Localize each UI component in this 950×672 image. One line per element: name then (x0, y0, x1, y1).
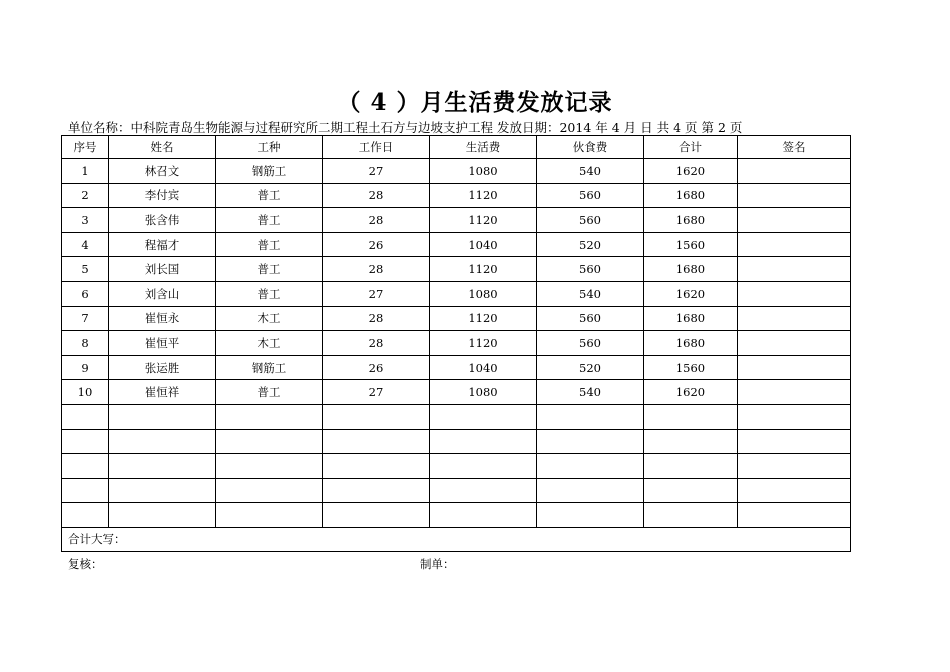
table-cell (109, 454, 216, 479)
table-cell: 560 (537, 208, 644, 233)
table-cell: 27 (323, 281, 430, 306)
table-cell: 28 (323, 306, 430, 331)
table-cell (62, 429, 109, 454)
table-cell: 1680 (644, 306, 738, 331)
table-cell: 1040 (430, 355, 537, 380)
column-header: 生活费 (430, 136, 537, 159)
table-row (62, 478, 851, 503)
column-header: 工种 (216, 136, 323, 159)
allowance-table (61, 135, 851, 552)
table-cell: 木工 (216, 331, 323, 356)
table-cell (109, 503, 216, 528)
table-cell (216, 404, 323, 429)
table-cell: 560 (537, 306, 644, 331)
table-cell: 28 (323, 183, 430, 208)
table-cell: 普工 (216, 281, 323, 306)
table-cell (430, 404, 537, 429)
column-header: 合计 (644, 136, 738, 159)
table-cell (537, 454, 644, 479)
table-cell (738, 281, 851, 306)
column-header: 序号 (62, 136, 109, 159)
table-cell (738, 208, 851, 233)
table-row (62, 355, 851, 380)
table-cell (738, 503, 851, 528)
table-cell: 27 (323, 380, 430, 405)
table-cell: 1680 (644, 331, 738, 356)
table-cell: 26 (323, 232, 430, 257)
table-row (62, 331, 851, 356)
header-row (62, 136, 851, 159)
table-cell: 520 (537, 232, 644, 257)
table-cell: 10 (62, 380, 109, 405)
table-cell: 4 (62, 232, 109, 257)
table-cell (537, 404, 644, 429)
table-cell (216, 478, 323, 503)
table-cell: 7 (62, 306, 109, 331)
table-cell: 1120 (430, 331, 537, 356)
table-cell (430, 454, 537, 479)
column-header: 签名 (738, 136, 851, 159)
table-row (62, 159, 851, 184)
table-cell (738, 232, 851, 257)
table-cell (738, 454, 851, 479)
column-header: 伙食费 (537, 136, 644, 159)
table-cell (644, 478, 738, 503)
total-row (62, 527, 851, 551)
table-cell: 1680 (644, 208, 738, 233)
table-cell (537, 503, 644, 528)
table-cell (644, 503, 738, 528)
table-row (62, 257, 851, 282)
table-cell (738, 331, 851, 356)
table-cell: 1080 (430, 159, 537, 184)
table-cell: 1040 (430, 232, 537, 257)
table-cell: 560 (537, 331, 644, 356)
table-cell: 5 (62, 257, 109, 282)
table-row (62, 404, 851, 429)
table-cell: 540 (537, 380, 644, 405)
table-cell (537, 429, 644, 454)
table-cell (62, 503, 109, 528)
table-cell: 普工 (216, 232, 323, 257)
table-row (62, 380, 851, 405)
table-cell (323, 478, 430, 503)
table-cell (62, 454, 109, 479)
table-row (62, 208, 851, 233)
table-cell (738, 183, 851, 208)
table-cell: 540 (537, 281, 644, 306)
table-cell: 钢筋工 (216, 355, 323, 380)
table-cell: 程福才 (109, 232, 216, 257)
table-cell: 520 (537, 355, 644, 380)
table-cell: 1620 (644, 281, 738, 306)
total-in-words-label: 合计大写： (62, 527, 851, 551)
table-cell: 28 (323, 331, 430, 356)
table-cell: 1120 (430, 257, 537, 282)
column-header: 姓名 (109, 136, 216, 159)
table-cell: 9 (62, 355, 109, 380)
table-cell: 刘含山 (109, 281, 216, 306)
table-cell (62, 404, 109, 429)
table-cell (738, 478, 851, 503)
table-cell: 1560 (644, 355, 738, 380)
table-cell: 普工 (216, 208, 323, 233)
table-cell (738, 404, 851, 429)
table-cell (323, 454, 430, 479)
table-cell: 张含伟 (109, 208, 216, 233)
table-cell (109, 478, 216, 503)
table-row (62, 281, 851, 306)
table-cell (216, 503, 323, 528)
table-cell: 林召文 (109, 159, 216, 184)
table-cell: 李付宾 (109, 183, 216, 208)
prepared-by-label: 制单： (420, 557, 455, 571)
table-cell: 1680 (644, 183, 738, 208)
column-header: 工作日 (323, 136, 430, 159)
table-cell: 26 (323, 355, 430, 380)
table-cell: 1680 (644, 257, 738, 282)
table-cell: 木工 (216, 306, 323, 331)
table-cell (323, 503, 430, 528)
table-cell (644, 404, 738, 429)
table-cell: 3 (62, 208, 109, 233)
table-cell: 560 (537, 183, 644, 208)
table-cell (323, 429, 430, 454)
table-row (62, 232, 851, 257)
table-cell (738, 159, 851, 184)
table-cell (644, 454, 738, 479)
table-cell: 普工 (216, 257, 323, 282)
table-cell (738, 306, 851, 331)
table-cell (430, 503, 537, 528)
table-cell (738, 257, 851, 282)
table-cell: 8 (62, 331, 109, 356)
table-cell: 1620 (644, 159, 738, 184)
table-cell (109, 404, 216, 429)
table-cell: 1080 (430, 380, 537, 405)
table-cell (644, 429, 738, 454)
table-cell: 钢筋工 (216, 159, 323, 184)
table-cell: 540 (537, 159, 644, 184)
table-row (62, 454, 851, 479)
table-row (62, 306, 851, 331)
table-cell (216, 454, 323, 479)
table-cell: 崔恒祥 (109, 380, 216, 405)
table-cell (738, 429, 851, 454)
table-cell (738, 355, 851, 380)
table-cell: 刘长国 (109, 257, 216, 282)
table-cell: 1620 (644, 380, 738, 405)
table-cell (537, 478, 644, 503)
page-title: （ 4 ）月生活费发放记录 (337, 89, 613, 116)
table-cell: 张运胜 (109, 355, 216, 380)
review-label: 复核： (68, 557, 103, 571)
unit-info-line: 单位名称：中科院青岛生物能源与过程研究所二期工程土石方与边坡支护工程 发放日期：2014 年 4 月 日 共 4 页 第 2 页 (68, 120, 743, 135)
table-cell (216, 429, 323, 454)
table-cell: 崔恒永 (109, 306, 216, 331)
table-cell (109, 429, 216, 454)
table-cell: 崔恒平 (109, 331, 216, 356)
table-cell (62, 478, 109, 503)
table-cell: 1560 (644, 232, 738, 257)
table-row (62, 503, 851, 528)
table-cell: 28 (323, 257, 430, 282)
table-cell: 1120 (430, 306, 537, 331)
table-cell: 1120 (430, 183, 537, 208)
table-row (62, 429, 851, 454)
table-cell: 27 (323, 159, 430, 184)
table-cell: 1120 (430, 208, 537, 233)
table-cell: 普工 (216, 183, 323, 208)
table-cell: 普工 (216, 380, 323, 405)
table-row (62, 183, 851, 208)
table-cell (738, 380, 851, 405)
table-cell (430, 478, 537, 503)
table-cell: 2 (62, 183, 109, 208)
table-cell: 28 (323, 208, 430, 233)
table-cell (323, 404, 430, 429)
table-cell (430, 429, 537, 454)
table-cell: 6 (62, 281, 109, 306)
table-cell: 1 (62, 159, 109, 184)
table-cell: 560 (537, 257, 644, 282)
table-cell: 1080 (430, 281, 537, 306)
